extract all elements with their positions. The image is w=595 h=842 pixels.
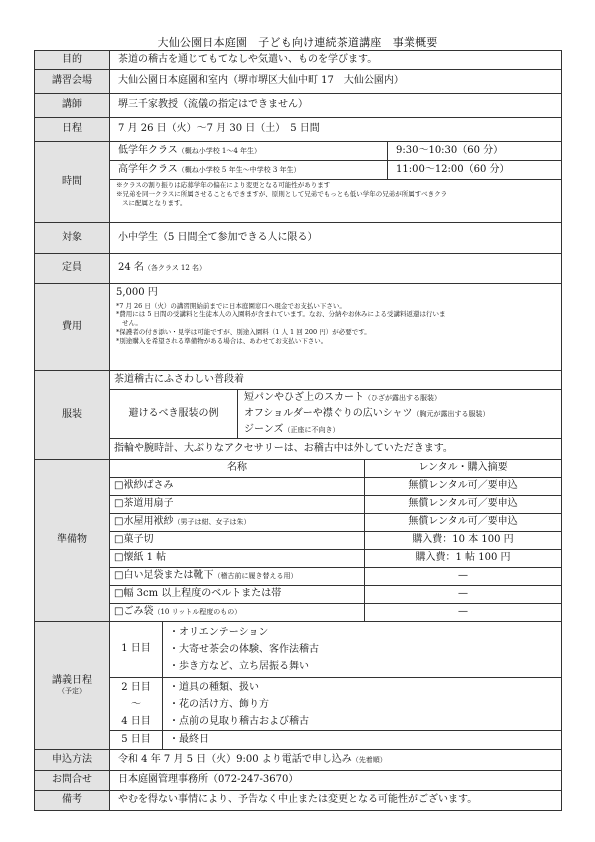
item-name: □茶道用扇子 [110,496,365,514]
dress-avoid-table [110,389,562,439]
item-rental: 無償レンタル可／要申込 [365,496,562,514]
row-remarks [35,791,562,811]
class-time: 9:30～10:30（60 分） [388,142,562,161]
capacity-value: 24 名（各クラス 12 名） [110,254,562,284]
label-purpose: 目的 [35,51,110,70]
schedule-table [110,622,562,750]
class-time-table [110,142,562,181]
remarks-value: やむを得ない事情により、予告なく中止または変更となる可能性がございます。 [110,791,562,811]
row-fee [35,284,562,371]
row-purpose [35,51,562,70]
dress-accessory-note: 指輪や腕時計、大ぶりなアクセサリーは、お稽古中は外していただきます。 [114,443,453,454]
document-title: 大仙公園日本庭園 子ども向け連続茶道講座 事業概要 [157,36,438,49]
class-row [110,161,562,180]
day-items: ・最終日 [163,731,562,750]
items-header-rental: レンタル・購入摘要 [365,460,562,478]
row-time [35,142,562,223]
day-label: 2 日目 ～ 4 日目 [110,678,163,731]
day-label: 5 日目 [110,731,163,750]
item-row [110,478,562,496]
avoid-item: オフショルダーや襟ぐりの広いシャツ（胸元が露出する服装） [244,408,490,419]
class-time: 11:00～12:00（60 分） [388,161,562,180]
row-capacity [35,254,562,284]
item-name: □ごみ袋（10 リットル程度のもの） [110,604,365,622]
avoid-label: 避けるべき服装の例 [110,390,238,439]
class-name: 低学年クラス（概ね小学校 1～4 年生） [110,142,388,161]
venue-value: 大仙公園日本庭園和室内（堺市堺区大仙中町 17 大仙公園内） [110,70,562,94]
avoid-item: 短パンやひざ上のスカート（ひざが露出する服装） [244,392,441,403]
instructor-value: 堺三千家教授（流儀の指定はできません） [110,94,562,118]
item-name: □幅 3cm 以上程度のベルトまたは帯 [110,586,365,604]
row-apply [35,750,562,771]
label-apply: 申込方法 [35,750,110,771]
class-name: 高学年クラス（概ね小学校 5 年生～中学校 3 年生） [110,161,388,180]
items-table [110,460,562,622]
item-rental: — [365,586,562,604]
items-header-name: 名称 [110,460,365,478]
overview-table [34,50,562,811]
item-name: □菓子切 [110,532,365,550]
item-name: □水屋用袱紗（男子は紺、女子は朱） [110,514,365,532]
row-instructor [35,94,562,118]
label-contact: お問合せ [35,771,110,791]
item-row [110,550,562,568]
label-dates: 日程 [35,118,110,142]
item-row [110,568,562,586]
item-row [110,496,562,514]
dates-value: 7 月 26 日（火）～7 月 30 日（土） 5 日間 [110,118,562,142]
day-items: ・オリエンテーション ・大寄せ茶会の体験、客作法稽古 ・歩き方など、立ち居振る舞い [163,622,562,678]
item-name: □袱紗ばさみ [110,478,365,496]
item-name: □白い足袋または靴下（稽古前に履き替える用） [110,568,365,586]
label-target: 対象 [35,223,110,254]
avoid-list [238,390,562,439]
label-items: 準備物 [35,460,110,622]
label-capacity: 定員 [35,254,110,284]
row-contact [35,771,562,791]
apply-value: 令和 4 年 7 月 5 日（火）9:00 より電話で申し込み（先着順） [110,750,562,771]
item-name: □懐紙 1 帖 [110,550,365,568]
schedule-day-row [110,678,562,731]
label-time: 時間 [35,142,110,223]
item-rental: 購入費：10 本 100 円 [365,532,562,550]
row-venue [35,70,562,94]
fee-notes: *7 月 26 日（火）の講習開始前までに日本庭園窓口へ現金でお支払い下さい。 *費用には 5 日間の受講料と生徒本人の入園料が含まれています。なお、分納やお休みによる受講料返還は行いま せん。 *保護者の付き添い・見学は可能ですが、別途入園料（1 人 1 回 200 円）が必要です。 *別途購入を希望される準備物がある場合は、あわせてお支払い下さい。 [116,301,446,345]
contact-value: 日本庭園管理事務所（072-247-3670） [110,771,562,791]
day-label: 1 日目 [110,622,163,678]
item-rental: — [365,568,562,586]
item-row [110,604,562,622]
row-dress [35,371,562,460]
item-row [110,514,562,532]
row-schedule [35,622,562,750]
schedule-day-row [110,731,562,750]
item-row [110,532,562,550]
dress-general: 茶道稽古にふさわしい普段着 [114,374,244,385]
label-dress: 服装 [35,371,110,460]
item-rental: — [365,604,562,622]
row-dates [35,118,562,142]
day-items: ・道具の種類、扱い ・花の活け方、飾り方 ・点前の見取り稽古および稽古 [163,678,562,731]
target-value: 小中学生（5 日間全て参加できる人に限る） [110,223,562,254]
row-items [35,460,562,622]
label-remarks: 備考 [35,791,110,811]
item-row [110,586,562,604]
item-rental: 購入費：1 帖 100 円 [365,550,562,568]
label-venue: 講習会場 [35,70,110,94]
purpose-value: 茶道の稽古を通じてもてなしや気遣い、ものを学びます。 [110,51,562,70]
label-fee: 費用 [35,284,110,371]
avoid-item: ジーンズ（正座に不向き） [244,424,340,435]
row-target [35,223,562,254]
label-schedule: 講義日程 （予定） [35,622,110,750]
item-rental: 無償レンタル可／要申込 [365,514,562,532]
label-instructor: 講師 [35,94,110,118]
schedule-day-row [110,622,562,678]
time-notes: ※クラスの割り振りは応募学年の偏在により変更となる可能性があります ※兄弟を同一クラスに所属させることもできますが、原則として兄弟でもっとも低い学年の兄弟が所属すべきクラ スに配属となります。 [116,181,448,207]
class-row [110,142,562,161]
item-rental: 無償レンタル可／要申込 [365,478,562,496]
fee-value: 5,000 円 [116,287,158,298]
items-header [110,460,562,478]
